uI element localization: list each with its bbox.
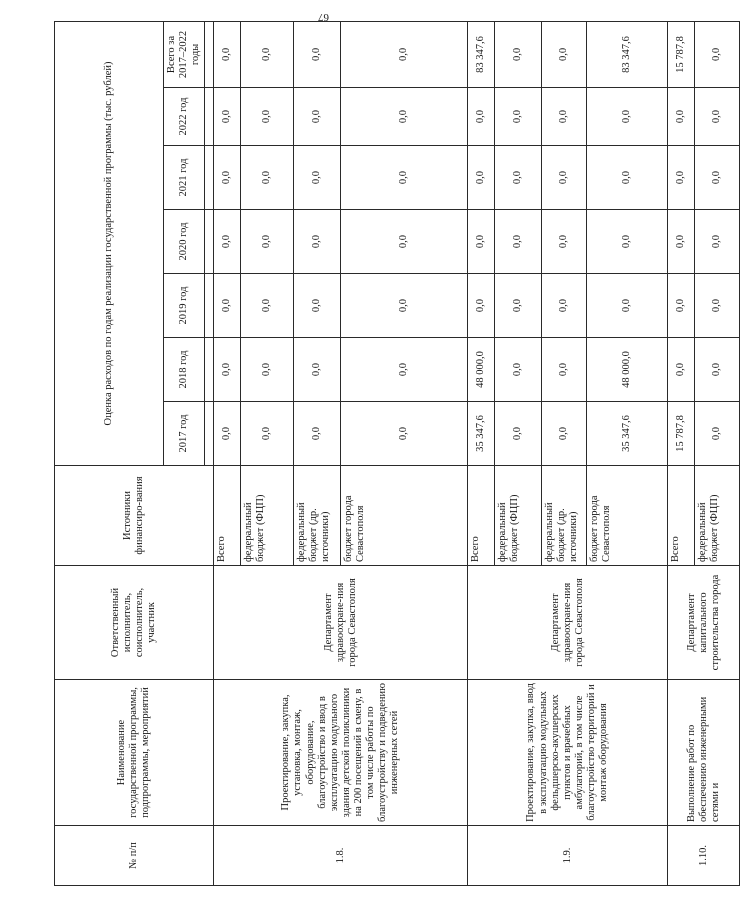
header-source: Источники финансиро-вания — [55, 466, 214, 566]
value-cell: 35 347,6 — [468, 402, 495, 466]
total-cell: 0,0 — [542, 21, 587, 87]
header-responsible: Ответственный исполнитель, соисполнитель, участник — [55, 566, 214, 680]
row-number: 1.9. — [468, 826, 668, 886]
value-cell: 0,0 — [241, 338, 294, 402]
value-cell: 0,0 — [542, 88, 587, 146]
source-cell: Всего — [668, 466, 695, 566]
source-cell: Всего — [214, 466, 241, 566]
value-cell: 0,0 — [468, 146, 495, 210]
value-cell: 0,0 — [214, 210, 241, 274]
value-cell: 0,0 — [214, 88, 241, 146]
value-cell: 0,0 — [668, 88, 695, 146]
row-responsible: Департамент здравоохране-ния города Севастополя — [468, 566, 668, 680]
value-cell: 0,0 — [695, 402, 740, 466]
value-cell: 0,0 — [468, 88, 495, 146]
source-cell: федеральный бюджет (ФЦП) — [495, 466, 542, 566]
header-spacer — [205, 210, 214, 274]
value-cell: 0,0 — [495, 274, 542, 338]
value-cell: 0,0 — [341, 274, 468, 338]
source-cell: федеральный бюджет (ФЦП) — [695, 466, 740, 566]
row-number: 1.8. — [214, 826, 468, 886]
value-cell: 35 347,6 — [587, 402, 668, 466]
value-cell: 0,0 — [495, 146, 542, 210]
header-year: 2019 год — [164, 274, 205, 338]
value-cell: 0,0 — [587, 274, 668, 338]
header-spacer — [205, 402, 214, 466]
value-cell: 0,0 — [695, 210, 740, 274]
header-estimate: Оценка расходов по годам реализации государственной программы (тыс. рублей) — [55, 21, 164, 465]
source-cell: бюджет города Севастополя — [341, 466, 468, 566]
value-cell: 0,0 — [542, 274, 587, 338]
value-cell: 0,0 — [695, 274, 740, 338]
header-spacer — [205, 21, 214, 87]
value-cell: 0,0 — [668, 338, 695, 402]
value-cell: 15 787,8 — [668, 402, 695, 466]
header-year: 2021 год — [164, 146, 205, 210]
table-row — [468, 21, 495, 885]
total-cell: 83 347,6 — [587, 21, 668, 87]
rotated-sheet — [54, 22, 723, 886]
value-cell: 0,0 — [294, 88, 341, 146]
table-row — [668, 21, 695, 885]
total-cell: 0,0 — [294, 21, 341, 87]
value-cell: 0,0 — [587, 88, 668, 146]
value-cell: 48 000,0 — [587, 338, 668, 402]
row-number: 1.10. — [668, 826, 740, 886]
header-year-total: Всего за 2017–2022 годы — [164, 21, 205, 87]
value-cell: 0,0 — [495, 338, 542, 402]
value-cell: 0,0 — [542, 146, 587, 210]
source-cell: федеральный бюджет (др. источники) — [294, 466, 341, 566]
source-cell: Всего — [468, 466, 495, 566]
value-cell: 0,0 — [214, 338, 241, 402]
value-cell: 0,0 — [294, 210, 341, 274]
table-row — [214, 21, 241, 885]
value-cell: 0,0 — [294, 402, 341, 466]
value-cell: 0,0 — [468, 274, 495, 338]
value-cell: 0,0 — [468, 210, 495, 274]
value-cell: 0,0 — [587, 146, 668, 210]
value-cell: 0,0 — [241, 210, 294, 274]
total-cell: 0,0 — [341, 21, 468, 87]
total-cell: 0,0 — [214, 21, 241, 87]
row-responsible: Департамент капитального строительства города — [668, 566, 740, 680]
total-cell: 0,0 — [495, 21, 542, 87]
value-cell: 0,0 — [341, 88, 468, 146]
value-cell: 0,0 — [668, 210, 695, 274]
row-name: Проектирование, закупка, ввод в эксплуатацию модульных фельдшерско-акушерских пунктов и врачебных амбулаторий, в том числе благоустройство территорий и монтаж оборудования — [468, 680, 668, 826]
budget-table-container — [54, 22, 723, 886]
header-spacer — [205, 146, 214, 210]
value-cell: 0,0 — [695, 88, 740, 146]
budget-table — [54, 21, 740, 886]
page-number: 67 — [318, 11, 329, 23]
value-cell: 0,0 — [695, 338, 740, 402]
row-name: Выполнение работ по обеспечению инженерными сетями и — [668, 680, 740, 826]
value-cell: 0,0 — [241, 402, 294, 466]
value-cell: 0,0 — [668, 274, 695, 338]
row-responsible: Департамент здравоохране-ния города Севастополя — [214, 566, 468, 680]
value-cell: 0,0 — [214, 146, 241, 210]
header-year: 2018 год — [164, 338, 205, 402]
source-cell: федеральный бюджет (ФЦП) — [241, 466, 294, 566]
header-spacer — [205, 274, 214, 338]
value-cell: 0,0 — [495, 210, 542, 274]
row-name: Проектирование, закупка, установка, монтаж, оборудование, благоустройство и ввод в эксплуатацию модульного здания детской поликлиники на 200 посещений в смену, в том числе работы по благоустройству и подведению инженерных сетей — [214, 680, 468, 826]
value-cell: 0,0 — [341, 402, 468, 466]
value-cell: 0,0 — [341, 210, 468, 274]
value-cell: 0,0 — [668, 146, 695, 210]
value-cell: 0,0 — [294, 146, 341, 210]
header-spacer — [205, 88, 214, 146]
value-cell: 0,0 — [587, 210, 668, 274]
value-cell: 0,0 — [294, 338, 341, 402]
header-year: 2017 год — [164, 402, 205, 466]
header-name: Наименование государственной программы, подпрограммы, мероприятий — [55, 680, 214, 826]
value-cell: 0,0 — [495, 88, 542, 146]
header-spacer — [205, 338, 214, 402]
value-cell: 0,0 — [495, 402, 542, 466]
header-year: 2020 год — [164, 210, 205, 274]
value-cell: 0,0 — [341, 146, 468, 210]
value-cell: 0,0 — [542, 210, 587, 274]
value-cell: 0,0 — [214, 274, 241, 338]
value-cell: 0,0 — [695, 146, 740, 210]
source-cell: бюджет города Севастополя — [587, 466, 668, 566]
value-cell: 0,0 — [214, 402, 241, 466]
value-cell: 0,0 — [341, 338, 468, 402]
value-cell: 0,0 — [542, 402, 587, 466]
total-cell: 15 787,8 — [668, 21, 695, 87]
total-cell: 0,0 — [241, 21, 294, 87]
value-cell: 0,0 — [241, 88, 294, 146]
value-cell: 0,0 — [241, 146, 294, 210]
header-number: № п/п — [55, 826, 214, 886]
value-cell: 48 000,0 — [468, 338, 495, 402]
header-year: 2022 год — [164, 88, 205, 146]
source-cell: федеральный бюджет (др. источники) — [542, 466, 587, 566]
total-cell: 83 347,6 — [468, 21, 495, 87]
value-cell: 0,0 — [542, 338, 587, 402]
total-cell: 0,0 — [695, 21, 740, 87]
value-cell: 0,0 — [241, 274, 294, 338]
value-cell: 0,0 — [294, 274, 341, 338]
